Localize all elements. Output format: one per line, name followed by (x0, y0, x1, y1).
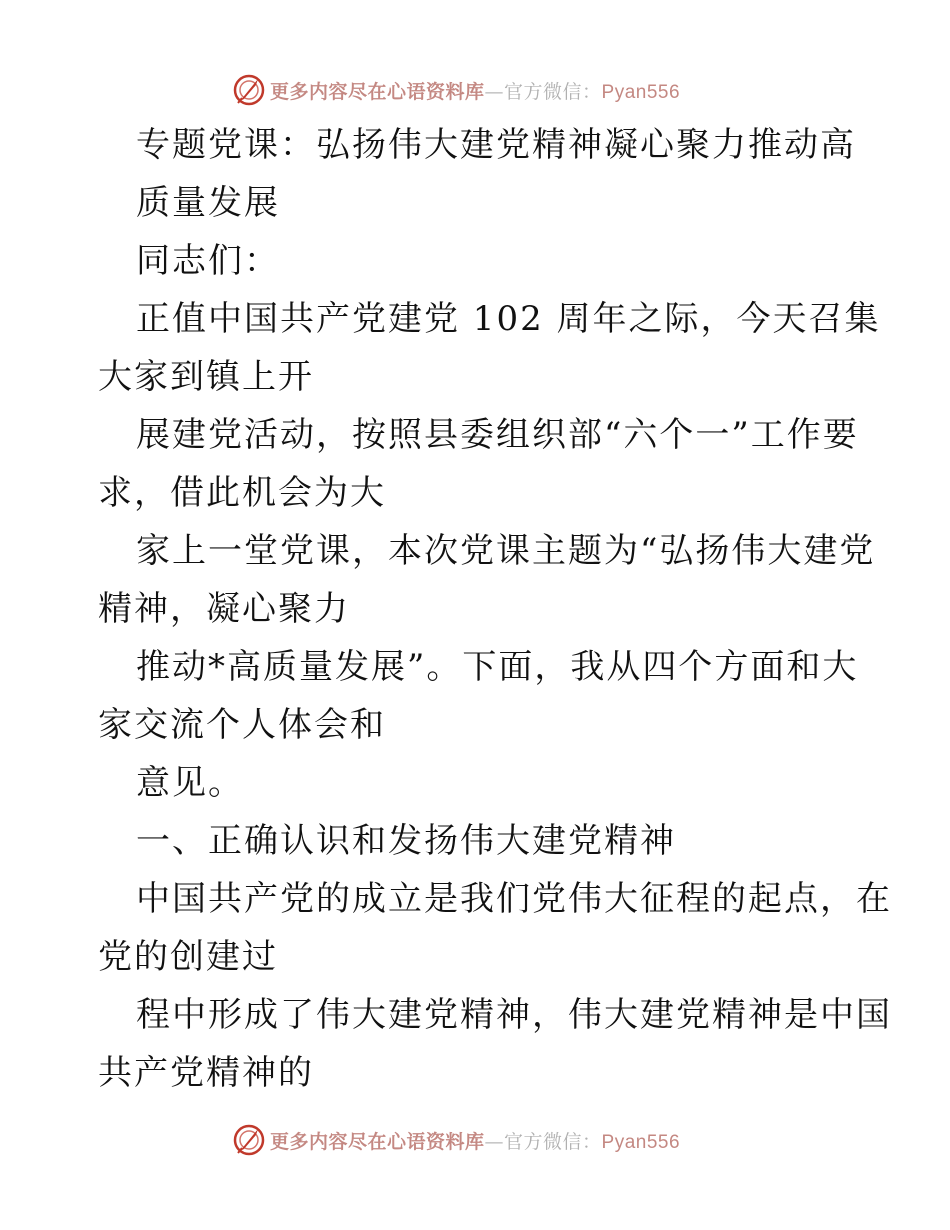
watermark-wechat-id: Pyan556 (601, 1131, 681, 1153)
paragraph-line: 共产党精神的 (98, 1053, 314, 1093)
paragraph-line: 求，借此机会为大 (98, 473, 386, 513)
watermark-wechat-id: Pyan556 (601, 81, 681, 103)
section-heading: 一、正确认识和发扬伟大建党精神 (136, 821, 676, 861)
footer-watermark (0, 1120, 950, 1160)
salutation: 同志们： (136, 241, 280, 281)
paragraph-line: 家上一堂党课，本次党课主题为“弘扬伟大建党 (136, 531, 876, 571)
watermark-main: 更多内容尽在心语资料库 (270, 1130, 485, 1153)
paragraph-line: 精神，凝心聚力 (98, 589, 350, 629)
paragraph-line: 正值中国共产党建党 102 周年之际，今天召集 (136, 299, 881, 339)
paragraph-line: 展建党活动，按照县委组织部“六个一”工作要 (136, 415, 859, 455)
watermark-text (270, 77, 680, 104)
watermark-text (270, 1127, 680, 1154)
watermark-label: 官方微信： (504, 80, 602, 103)
paragraph-line: 意见。 (136, 763, 244, 803)
watermark-label: 官方微信： (504, 1130, 602, 1153)
paragraph-line: 推动*高质量发展”。下面，我从四个方面和大 (136, 647, 859, 687)
quill-seal-icon (232, 1123, 266, 1157)
title-line-1: 专题党课：弘扬伟大建党精神凝心聚力推动高 (136, 125, 856, 165)
paragraph-line: 程中形成了伟大建党精神，伟大建党精神是中国 (136, 995, 892, 1035)
title-line-2: 质量发展 (136, 183, 280, 223)
quill-seal-icon (232, 73, 266, 107)
watermark-separator: — (484, 80, 505, 103)
paragraph-line: 党的创建过 (98, 937, 278, 977)
watermark-main: 更多内容尽在心语资料库 (270, 80, 485, 103)
document-body (98, 116, 892, 1102)
paragraph-line: 大家到镇上开 (98, 357, 314, 397)
paragraph-line: 中国共产党的成立是我们党伟大征程的起点，在 (136, 879, 892, 919)
watermark-separator: — (484, 1130, 505, 1153)
paragraph-line: 家交流个人体会和 (98, 705, 386, 745)
header-watermark (0, 70, 950, 110)
